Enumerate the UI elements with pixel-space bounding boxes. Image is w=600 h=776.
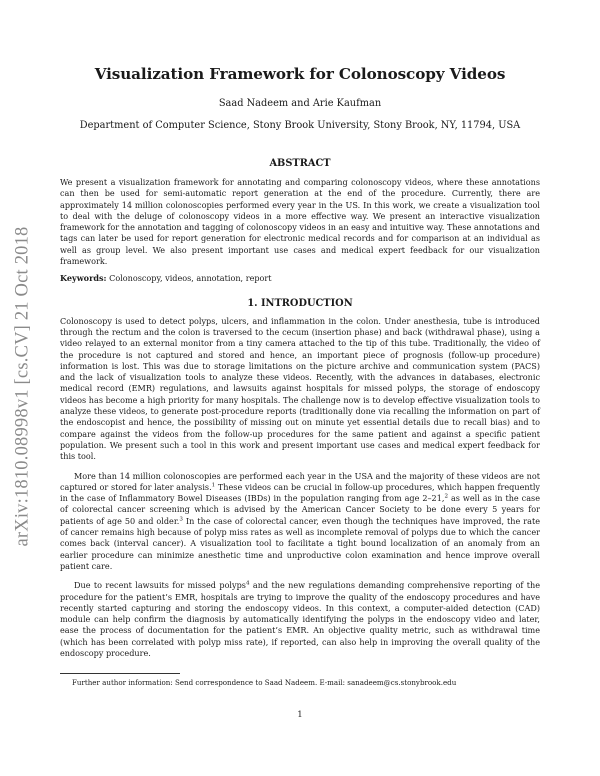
intro-paragraph-1: Colonoscopy is used to detect polyps, ulcers, and inflammation in the colon. Under anesthesia, tube is introduced through the rectum and the colon is traversed to the cecum (insertion phase) and back (withdrawal phase), using a video relayed to an external monitor from a tiny camera attached to the tip of this tube. Traditionally, the video of the procedure is not captured and stored and hence, an important piece of prognosis (follow-up procedure) information is lost. This was due to storage limitations on the picture archive and communication system (PACS) and the lack of visualization tools to analyze these videos. Recently, with the advances in databases, electronic medical record (EMR) regulations, and lawsuits against hospitals for missed polyps, the storage of endoscopy videos has become a high priority for many hospitals. The challenge now is to develop effective visualization tools to analyze these videos, to generate post-procedure reports (traditionally done via recalling the information on part of the endoscopist and hence, the possibility of missing out on minute yet essential details due to recall bias) and to compare against the videos from the follow-up procedures for the same patient and against a specific patient population. We present such a tool in this work and present important use cases and medical expert feedback for this tool. [60,315,540,462]
arxiv-sidebar-stamp [10,196,36,576]
keywords-value: Colonoscopy, videos, annotation, report [109,273,272,284]
para3-text-a: Due to recent lawsuits for missed polyps [74,580,246,591]
paper-affiliation: Department of Computer Science, Stony Brook University, Stony Brook, NY, 11794, USA [79,120,521,131]
para2-text-d: In the case of colorectal cancer, even though the techniques have improved, the rate of cancer remains high because of polyp miss rates as well as incomplete removal of polyps due to which the cancer comes back (interval cancer). A visualization tool to facilitate a tight bound localization of an anomaly from an earlier procedure can minimize anesthetic time and unproductive colon examination and hence improve overall patient care. [60,515,540,571]
para2-text-a: More than 14 million colonoscopies are performed each year in the USA and the majority of these videos are not captured or stored for later analysis. [60,470,540,492]
page-number: 1 [297,710,303,720]
citation-3: 3 [179,516,183,523]
para2-text-c: as well as in the case of colorectal cancer screening which is advised by the American Cancer Society to be done every 5 years for patients of age 50 and older. [60,493,540,526]
abstract-text: We present a visualization framework for annotating and comparing colonoscopy videos, where these annotations can then be used for semi-automatic report generation at the end of the procedure. Currently, there are approximately 14 million colonoscopies performed every year in the US. In this work, we create a visualization tool to deal with the deluge of colonoscopy videos in a more effective way. We present an interactive visualization framework for the annotation and tagging of colonoscopy videos in an easy and intuitive way. These annotations and tags can later be used for report generation for electronic medical records and for comparison at an individual as well as group level. We also present important use cases and medical expert feedback for our visualization framework. [60,177,540,267]
citation-2: 2 [444,493,448,500]
para2-text-b: These videos can be crucial in follow-up procedures, which happen frequently in the case of Inflammatory Bowel Diseases (IBDs) in the population ranging from age 2–21, [60,481,540,504]
paper-title: Visualization Framework for Colonoscopy Videos [94,65,506,83]
intro-paragraph-3 [60,580,540,659]
paper-authors: Saad Nadeem and Arie Kaufman [218,98,382,109]
paper-page [60,64,540,688]
keywords-line [60,273,540,284]
abstract-heading: ABSTRACT [269,158,331,169]
keywords-label: Keywords: [60,273,107,284]
intro-paragraph-2 [60,471,540,573]
section-heading-introduction: 1. INTRODUCTION [247,297,353,309]
author-footnote: Further author information: Send correspondence to Saad Nadeem. E-mail: sanadeem@cs.stonybrook.edu [72,678,457,688]
para3-text-b: and the new regulations demanding comprehensive reporting of the procedure for the patient’s EMR, hospitals are trying to improve the quality of the endoscopy procedures and have recently started capturing and storing the endoscopy videos. In this context, a computer-aided detection (CAD) module can help confirm the diagnosis by automatically identifying the polyps in the endoscopy video and later, ease the process of documentation for the patient’s EMR. An objective quality metric, such as withdrawal time (which has been correlated with polyp miss rate), if reported, can also help in improving the overall quality of the endoscopy procedure. [60,580,540,658]
arxiv-id: arXiv:1810.08998v1 [cs.CV] 21 Oct 2018 [12,225,33,547]
citation-1: 1 [211,482,216,489]
footnote-divider [60,673,180,674]
citation-4: 4 [245,580,250,587]
